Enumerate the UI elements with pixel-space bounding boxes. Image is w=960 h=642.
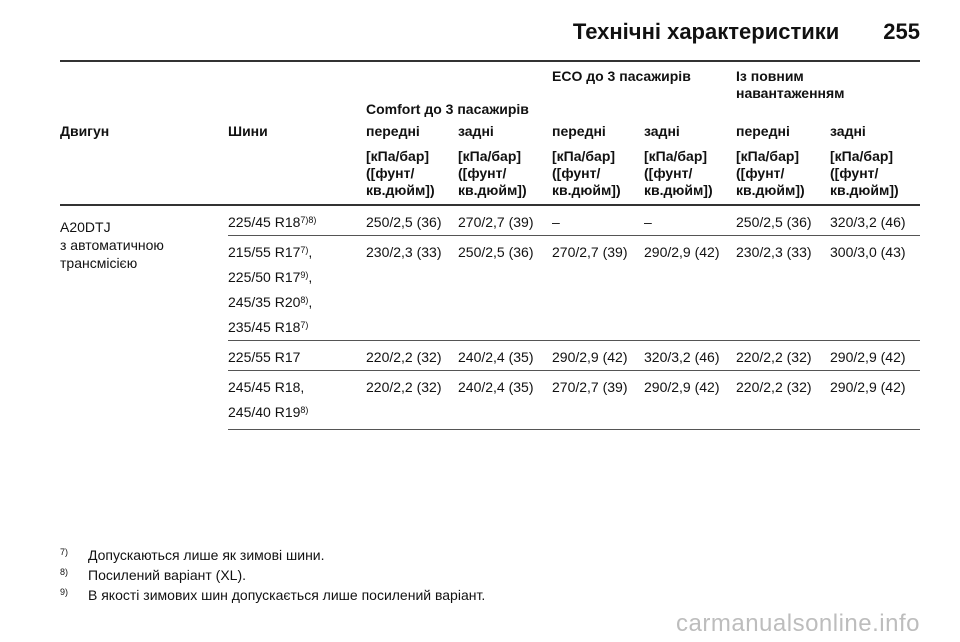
page-number: 255 <box>883 19 920 44</box>
col-comfort-front: передні <box>366 123 420 139</box>
tyre-size-cell <box>228 371 366 430</box>
header-row-columns <box>60 122 920 146</box>
pressure-value: 320/3,2 (46) <box>644 341 736 371</box>
col-comfort-rear: задні <box>458 123 494 139</box>
tyre-size-text: 245/40 R19 <box>228 404 301 420</box>
tyre-size <box>228 265 366 290</box>
col-full-rear: задні <box>830 123 866 139</box>
footnote-ref: 8) <box>300 405 309 415</box>
footnote-text: В якості зимових шин допускається лише посилений варіант. <box>88 587 486 603</box>
footnote-ref: 7) <box>300 320 309 330</box>
col-eco-rear: задні <box>644 123 680 139</box>
tyre-size <box>228 290 366 315</box>
pressure-value: 290/2,9 (42) <box>552 341 644 371</box>
unit-label: [кПа/бар] ([фунт/ кв.дюйм]) <box>736 146 830 205</box>
tyre-separator: , <box>308 269 313 285</box>
footnote-text: Посилений варіант (XL). <box>88 567 247 583</box>
tyre-size-cell <box>228 236 366 341</box>
footnote-ref: 9) <box>300 270 309 280</box>
footnote-ref: 8) <box>300 295 309 305</box>
footnote-number: 7) <box>60 547 69 557</box>
tyre-separator: , <box>308 294 313 310</box>
tyre-size-text: 245/45 R18 <box>228 379 301 395</box>
pressure-value: 290/2,9 (42) <box>644 371 736 430</box>
header-row-units <box>60 146 920 205</box>
pressure-value: 250/2,5 (36) <box>458 236 552 341</box>
col-tyres: Шини <box>228 123 268 139</box>
pressure-value: 290/2,9 (42) <box>644 236 736 341</box>
tyre-size-text: 215/55 R17 <box>228 244 301 260</box>
engine-desc2: трансмісією <box>60 255 138 271</box>
tyre-separator: , <box>300 379 305 395</box>
unit-label: [кПа/бар] ([фунт/ кв.дюйм]) <box>552 146 644 205</box>
engine-cell <box>60 205 228 430</box>
page-header <box>60 14 920 50</box>
col-full-front: передні <box>736 123 790 139</box>
page-title: Технічні характеристики <box>572 19 840 44</box>
col-engine: Двигун <box>60 123 110 139</box>
tyre-size <box>228 400 366 425</box>
tyre-size <box>228 375 366 400</box>
tyre-size <box>228 345 366 370</box>
unit-label: [кПа/бар] ([фунт/ кв.дюйм]) <box>644 146 736 205</box>
tyre-pressure-table-wrap <box>60 62 920 430</box>
pressure-value: 220/2,2 (32) <box>736 371 830 430</box>
pressure-value: 270/2,7 (39) <box>552 236 644 341</box>
footnote-number: 9) <box>60 587 69 597</box>
footnote <box>60 546 920 566</box>
pressure-value: 250/2,5 (36) <box>736 214 812 230</box>
group-full-load: Із повним навантаженням <box>736 68 845 101</box>
tyre-size-text: 235/45 R18 <box>228 319 301 335</box>
tyre-size <box>228 315 366 340</box>
tyre-size-cell <box>228 205 366 236</box>
pressure-value: 220/2,2 (32) <box>366 371 458 430</box>
pressure-value: 290/2,9 (42) <box>830 341 920 371</box>
pressure-value: 240/2,4 (35) <box>458 341 552 371</box>
footnote <box>60 566 920 586</box>
pressure-value: – <box>552 214 560 230</box>
pressure-value: 290/2,9 (42) <box>830 371 920 430</box>
tyre-size-text: 245/35 R20 <box>228 294 301 310</box>
pressure-value: – <box>644 214 652 230</box>
footnote-number: 8) <box>60 567 69 577</box>
pressure-value: 230/2,3 (33) <box>736 236 830 341</box>
pressure-value: 270/2,7 (39) <box>552 371 644 430</box>
table-body <box>60 205 920 430</box>
tyre-size <box>228 240 366 265</box>
footnotes <box>60 546 920 606</box>
header-row-groups <box>60 62 920 122</box>
tyre-size-cell <box>228 341 366 371</box>
tyre-separator: , <box>308 244 313 260</box>
pressure-value: 300/3,0 (43) <box>830 236 920 341</box>
engine-name: A20DTJ <box>60 219 111 235</box>
footnote-text: Допускаються лише як зимові шини. <box>88 547 325 563</box>
pressure-value: 320/3,2 (46) <box>830 214 906 230</box>
tyre-size-text: 225/50 R17 <box>228 269 301 285</box>
group-eco: ECO до 3 пасажирів <box>552 68 691 84</box>
pressure-value: 220/2,2 (32) <box>366 341 458 371</box>
pressure-value: 230/2,3 (33) <box>366 236 458 341</box>
unit-label: [кПа/бар] ([фунт/ кв.дюйм]) <box>830 146 920 205</box>
engine-desc1: з автоматичною <box>60 237 164 253</box>
tyre-size <box>228 210 366 235</box>
footnote-ref: 7)8) <box>300 215 317 225</box>
tyre-size-text: 225/45 R18 <box>228 214 301 230</box>
col-eco-front: передні <box>552 123 606 139</box>
pressure-value: 240/2,4 (35) <box>458 371 552 430</box>
footnote-ref: 7) <box>300 245 309 255</box>
unit-label: [кПа/бар] ([фунт/ кв.дюйм]) <box>366 146 458 205</box>
tyre-pressure-table <box>60 62 920 430</box>
table-row <box>60 205 920 236</box>
group-comfort: Comfort до 3 пасажирів <box>366 101 529 117</box>
watermark-logo: carmanualsonline.info <box>676 610 920 637</box>
pressure-value: 220/2,2 (32) <box>736 341 830 371</box>
unit-label: [кПа/бар] ([фунт/ кв.дюйм]) <box>458 146 552 205</box>
pressure-value: 270/2,7 (39) <box>458 214 534 230</box>
pressure-value: 250/2,5 (36) <box>366 214 442 230</box>
tyre-size-text: 225/55 R17 <box>228 349 301 365</box>
footnote <box>60 586 920 606</box>
